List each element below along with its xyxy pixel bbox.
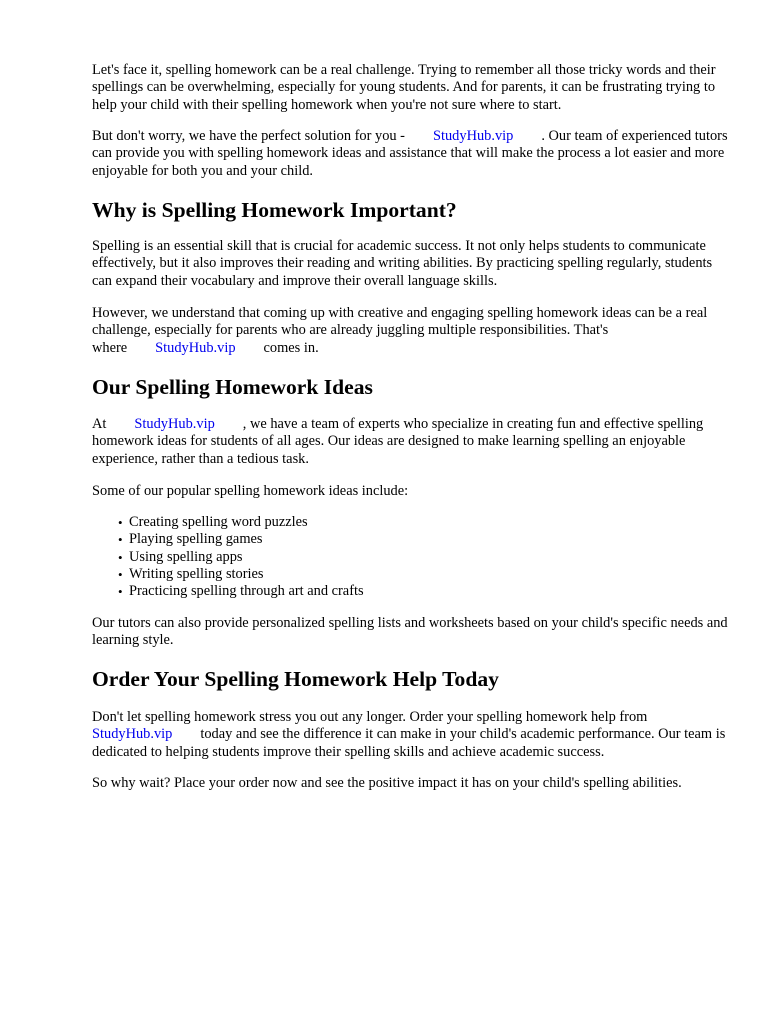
list-item xyxy=(118,531,718,548)
bullet-icon: • xyxy=(118,549,123,565)
solution-paragraph xyxy=(92,128,732,180)
solution-text-before: But don't worry, we have the perfect solution for you - xyxy=(92,128,405,144)
list-item xyxy=(118,514,718,531)
intro-paragraph: Let's face it, spelling homework can be a real challenge. Trying to remember all those tricky words and their spellings can be overwhelming, especially for young students. And for parents, it can be frustrating trying to help your child with their spelling homework when you're not sure where to start. xyxy=(92,62,716,113)
bullet-icon: • xyxy=(118,584,123,600)
list-item-text: Playing spelling games xyxy=(129,531,263,548)
closing-paragraph: So why wait? Place your order now and see the positive impact it has on your child's spelling abilities. xyxy=(92,775,682,791)
order-text-before: Don't let spelling homework stress you out any longer. Order your spelling homework help from xyxy=(92,709,648,725)
challenge-text-after: comes in. xyxy=(263,339,319,356)
ideas-paragraph xyxy=(92,416,732,468)
challenge-text-before: However, we understand that coming up with creative and engaging spelling homework ideas can be a real challenge, especially for parents who are already juggling multiple responsibilities. That's where xyxy=(92,305,708,356)
challenge-paragraph xyxy=(92,305,732,357)
studyhub-link[interactable]: StudyHub.vip xyxy=(432,128,514,144)
tutors-paragraph: Our tutors can also provide personalized spelling lists and worksheets based on your child's specific needs and learning style. xyxy=(92,615,728,649)
bullet-icon: • xyxy=(118,532,123,548)
list-item-text: Using spelling apps xyxy=(129,548,243,565)
ideas-text-after: , we have a team of experts who specialize in creating fun and effective spelling homework ideas for students of all ages. Our ideas are designed to make learning spelling an enjoyable experience, rather than a tedious task. xyxy=(92,416,704,467)
solution-text-after: . Our team of experienced tutors can provide you with spelling homework ideas and assistance that will make the process a lot easier and more enjoyable for both you and your child. xyxy=(92,128,728,179)
list-item-text: Practicing spelling through art and crafts xyxy=(129,583,364,600)
studyhub-link[interactable]: StudyHub.vip xyxy=(155,339,236,356)
ideas-list xyxy=(118,514,718,600)
bullet-icon: • xyxy=(118,515,123,530)
list-item xyxy=(118,566,718,583)
studyhub-link[interactable]: StudyHub.vip xyxy=(134,416,215,432)
importance-paragraph: Spelling is an essential skill that is crucial for academic success. It not only helps students to communicate effectively, but it also improves their reading and writing abilities. By practicing spelling regularly, students can expand their vocabulary and improve their overall language skills. xyxy=(92,238,713,289)
order-paragraph xyxy=(92,709,732,761)
studyhub-link[interactable]: StudyHub.vip xyxy=(92,726,173,743)
list-item-text: Writing spelling stories xyxy=(129,565,264,582)
list-item xyxy=(118,549,718,566)
section-heading-ideas: Our Spelling Homework Ideas xyxy=(92,375,373,399)
list-item xyxy=(118,583,718,600)
list-item-text: Creating spelling word puzzles xyxy=(129,514,308,530)
section-heading-importance: Why is Spelling Homework Important? xyxy=(92,198,457,222)
popular-ideas-intro: Some of our popular spelling homework ideas include: xyxy=(92,483,409,499)
ideas-text-before: At xyxy=(92,416,107,432)
section-heading-order: Order Your Spelling Homework Help Today xyxy=(92,667,499,691)
bullet-icon: • xyxy=(118,566,123,582)
order-text-after: today and see the difference it can make in your child's academic performance. Our team is dedicated to helping students improve their spelling skills and achieve academic success. xyxy=(92,726,726,760)
